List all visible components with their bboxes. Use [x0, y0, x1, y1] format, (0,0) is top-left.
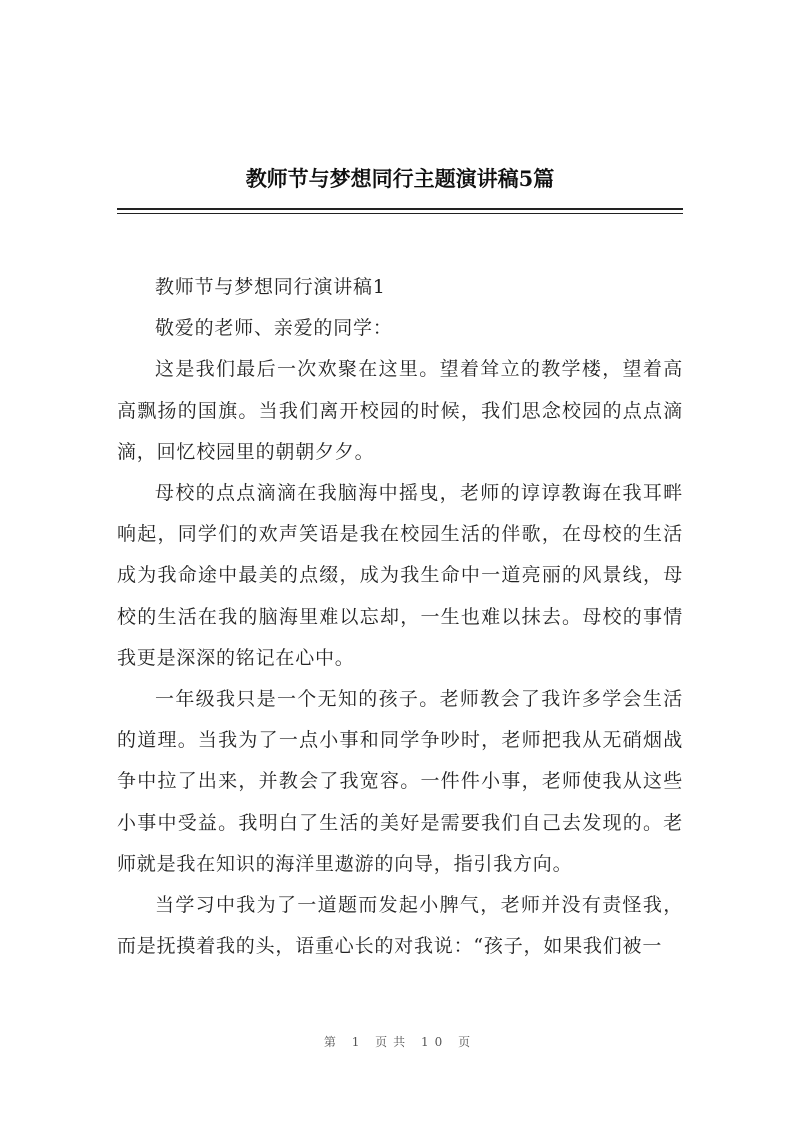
paragraph: 这是我们最后一次欢聚在这里。望着耸立的教学楼，望着高高飘扬的国旗。当我们离开校园的时候，我们思念校园的点点滴滴，回忆校园里的朝朝夕夕。: [117, 358, 683, 463]
document-body: [117, 267, 683, 967]
section-heading: 教师节与梦想同行演讲稿1: [155, 276, 386, 298]
page-number-footer: 第 1 页共 10 页: [323, 1035, 477, 1049]
document-title: 教师节与梦想同行主题演讲稿5篇: [245, 166, 555, 191]
salutation: 敬爱的老师、亲爱的同学：: [155, 317, 393, 340]
title-divider-thin: [117, 213, 683, 214]
title-divider-thick: [117, 208, 683, 210]
paragraph: 母校的点点滴滴在我脑海中摇曳，老师的谆谆教诲在我耳畔响起，同学们的欢声笑语是我在校园生活的伴歌，在母校的生活成为我命途中最美的点缀，成为我生命中一道亮丽的风景线，母校的生活在我的脑海里难以忘却，一生也难以抹去。母校的事情我更是深深的铭记在心中。: [117, 482, 683, 669]
paragraph: 当学习中我为了一道题而发起小脾气，老师并没有责怪我，而是抚摸着我的头，语重心长的对我说：“孩子，如果我们被一: [117, 894, 683, 958]
paragraph: 一年级我只是一个无知的孩子。老师教会了我许多学会生活的道理。当我为了一点小事和同学争吵时，老师把我从无硝烟战争中拉了出来，并教会了我宽容。一件件小事，老师使我从这些小事中受益。我明白了生活的美好是需要我们自己去发现的。老师就是我在知识的海洋里遨游的向导，指引我方向。: [117, 688, 683, 875]
